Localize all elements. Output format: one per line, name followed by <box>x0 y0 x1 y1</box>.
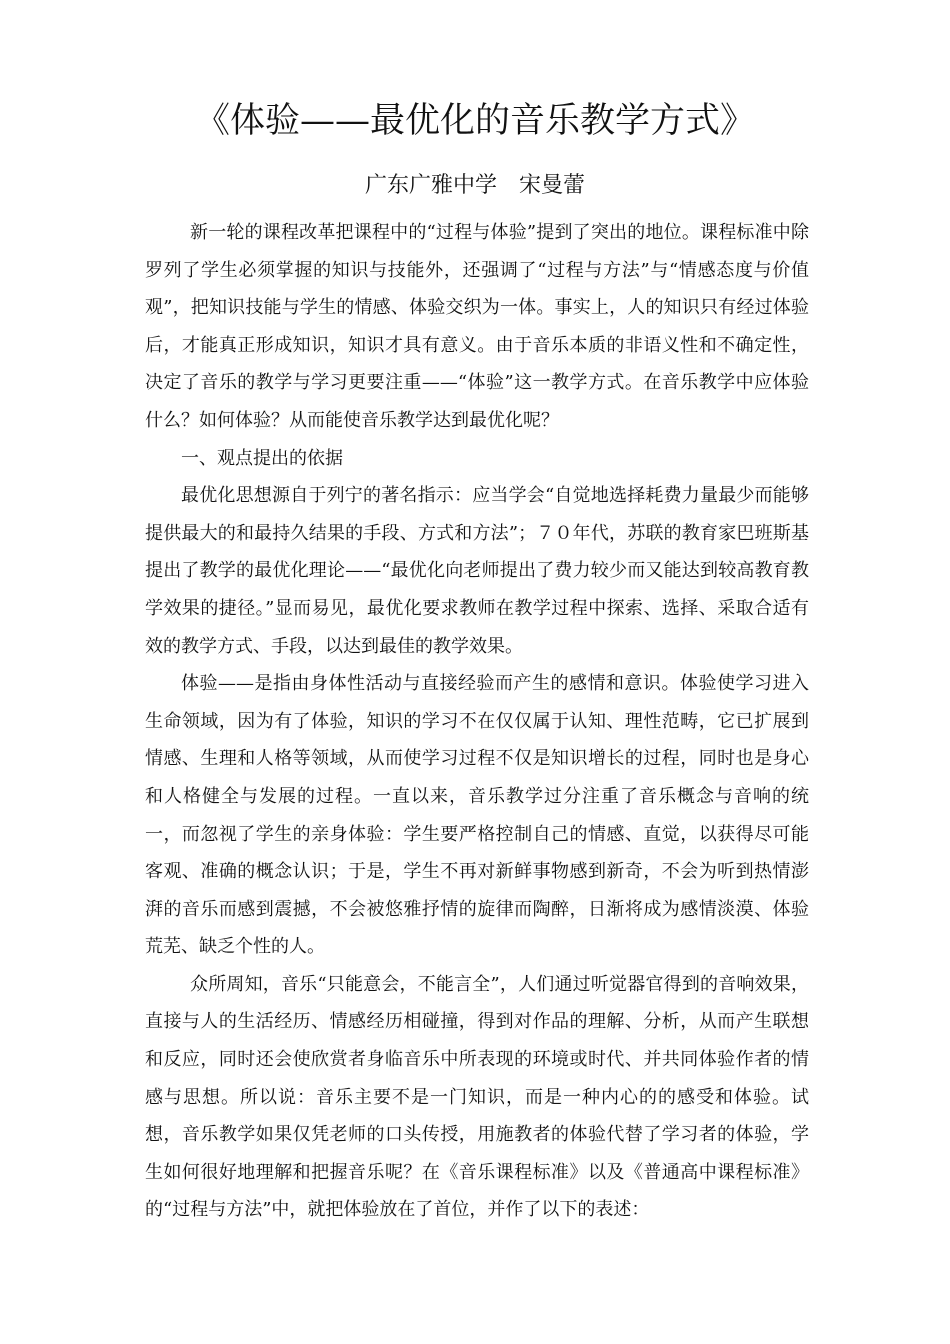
paragraph-intro: 新一轮的课程改革把课程中的“过程与体验”提到了突出的地位。课程标准中除罗列了学生必须掌握的知识与技能外，还强调了“过程与方法”与“情感态度与价值观”，把知识技能与学生的情感、体验交织为一体。事实上，人的知识只有经过体验后，才能真正形成知识，知识才具有意义。由于音乐本质的非语义性和不确定性，决定了音乐的教学与学习更要注重——“体验”这一教学方式。在音乐教学中应体验什么？如何体验？从而能使音乐教学达到最优化呢？ <box>145 222 809 431</box>
section-heading-1: 一、观点提出的依据 <box>181 447 343 469</box>
document-body <box>145 214 809 1229</box>
document-author: 广东广雅中学 宋曼蕾 <box>364 173 585 198</box>
document-title: 《体验——最优化的音乐教学方式》 <box>194 101 755 141</box>
paragraph-optimization: 最优化思想源自于列宁的著名指示：应当学会“自觉地选择耗费力量最少而能够提供最大的和最持久结果的手段、方式和方法”；７０年代，苏联的教育家巴班斯基提出了教学的最优化理论——“最优化向老师提出了费力较少而又能达到较高教育教学效果的捷径。”显而易见，最优化要求教师在教学过程中探索、选择、采取合适有效的教学方式、手段，以达到最佳的教学效果。 <box>145 485 809 657</box>
paragraph-experience: 体验——是指由身体性活动与直接经验而产生的感情和意识。体验使学习进入生命领域，因为有了体验，知识的学习不在仅仅属于认知、理性范畴，它已扩展到情感、生理和人格等领域，从而使学习过程不仅是知识增长的过程，同时也是身心和人格健全与发展的过程。一直以来，音乐教学过分注重了音乐概念与音响的统一，而忽视了学生的亲身体验：学生要严格控制自己的情感、直觉，以获得尽可能客观、准确的概念认识；于是，学生不再对新鲜事物感到新奇，不会为听到热情澎湃的音乐而感到震撼，不会被悠雅抒情的旋律而陶醉，日渐将成为感情淡漠、体验荒芜、缺乏个性的人。 <box>145 673 809 958</box>
paragraph-music: 众所周知，音乐“只能意会，不能言全”，人们通过听觉器官得到的音响效果，直接与人的生活经历、情感经历相碰撞，得到对作品的理解、分析，从而产生联想和反应，同时还会使欣赏者身临音乐中所表现的环境或时代、并共同体验作者的情感与思想。所以说：音乐主要不是一门知识，而是一种内心的的感受和体验。试想，音乐教学如果仅凭老师的口头传授，用施教者的体验代替了学习者的体验，学生如何很好地理解和把握音乐呢？在《音乐课程标准》以及《普通高中课程标准》的“过程与方法”中，就把体验放在了首位，并作了以下的表述： <box>145 973 809 1221</box>
